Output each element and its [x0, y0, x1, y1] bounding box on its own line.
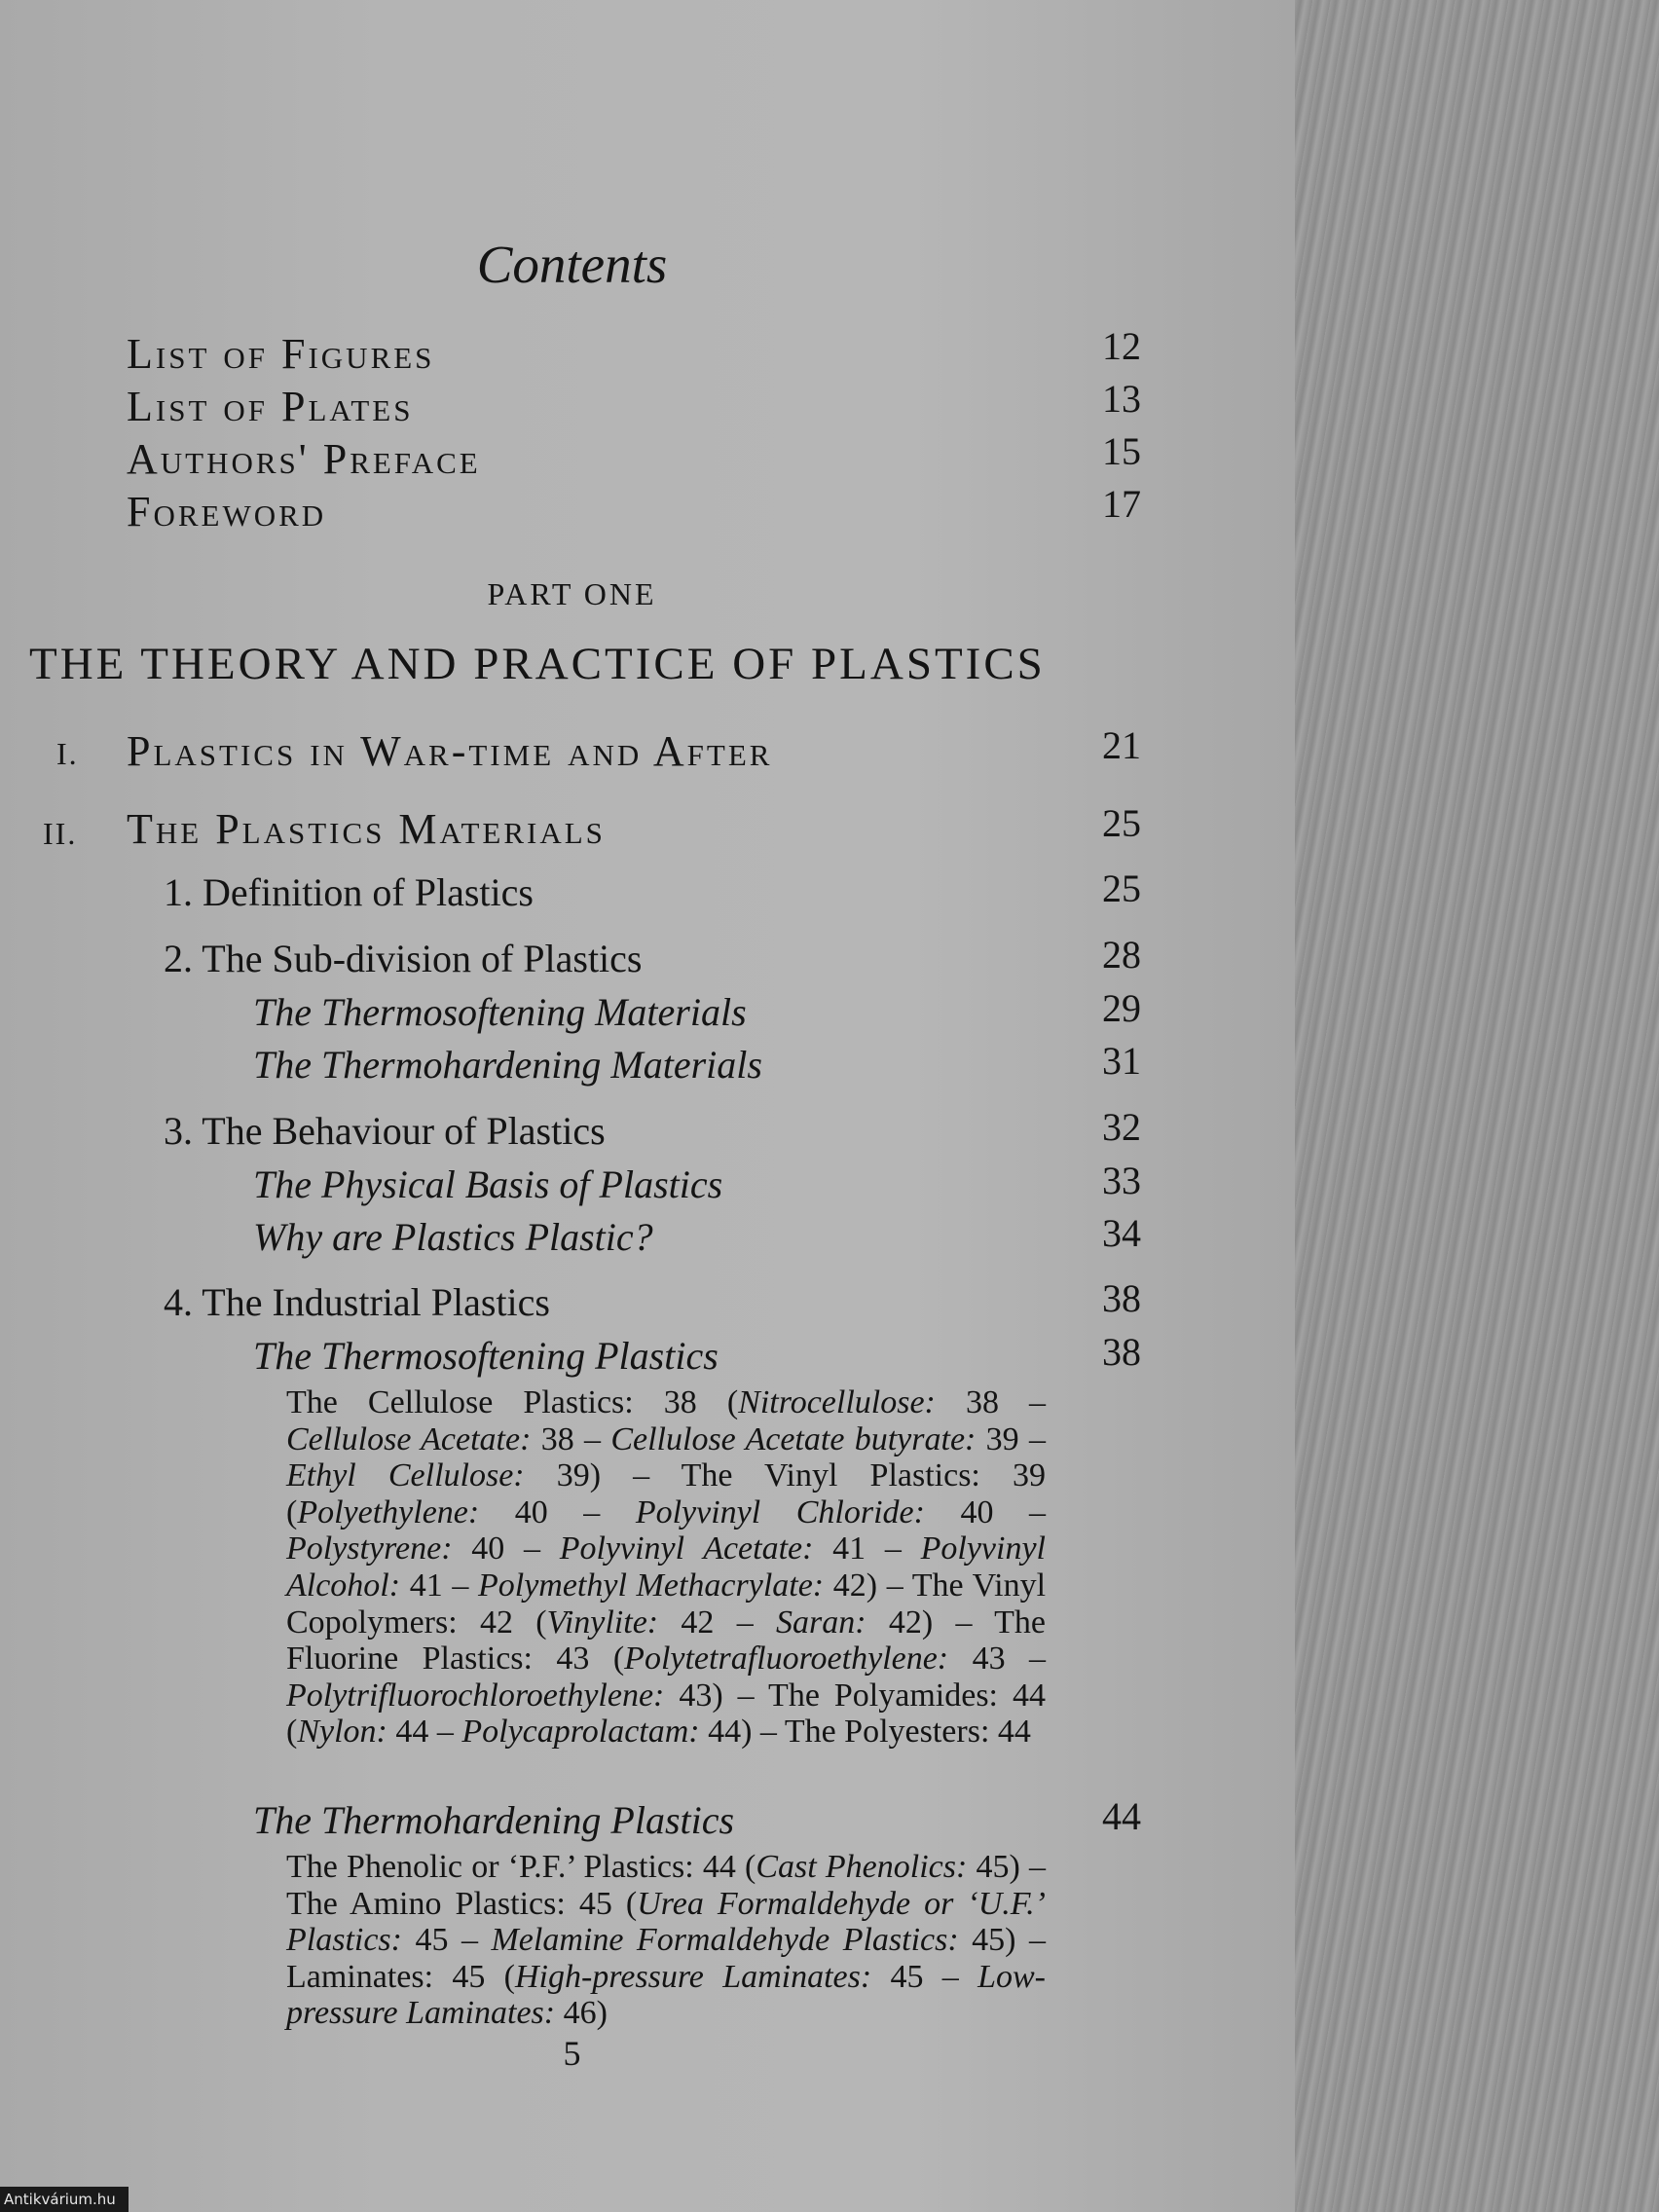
- thermosoftening_detail-run: 38 –: [935, 1384, 1046, 1420]
- toc-page-number: 32: [1102, 1105, 1141, 1149]
- toc-page-number: 38: [1102, 1330, 1141, 1374]
- thermohardening_detail-run: Cast Phenolics:: [756, 1849, 968, 1885]
- thermosoftening_detail-run: 44 –: [387, 1714, 462, 1751]
- thermosoftening_detail-run: Polyethylene:: [297, 1493, 480, 1530]
- toc-page-number: 21: [1102, 723, 1141, 767]
- thermosoftening_detail-run: 40 –: [452, 1530, 560, 1567]
- thermohardening_detail-run: 46): [555, 1995, 608, 2032]
- subsection-title: The Physical Basis of Plastics: [253, 1162, 723, 1206]
- subsection-title: Why are Plastics Plastic?: [253, 1215, 653, 1259]
- thermosoftening_detail-run: 41 –: [400, 1567, 478, 1604]
- page-number: 5: [563, 2034, 581, 2073]
- thermosoftening_detail-run: Vinylite:: [546, 1604, 659, 1641]
- thermosoftening_detail-run: 39) – The Vinyl Plastics: 39 (: [286, 1457, 1046, 1530]
- toc-page-number: 34: [1102, 1211, 1141, 1255]
- thermosoftening_detail-run: Polytetrafluoroethylene:: [624, 1641, 949, 1677]
- toc-page-number: 44: [1102, 1794, 1141, 1838]
- toc-page-number: 25: [1102, 801, 1141, 845]
- toc-entry-foreword: Foreword: [127, 488, 327, 535]
- thermosoftening_detail-run: Saran:: [776, 1604, 866, 1641]
- thermosoftening_detail-run: Polymethyl Methacrylate:: [477, 1567, 825, 1604]
- thermosoftening_detail-run: Ethyl Cellulose:: [286, 1457, 525, 1494]
- thermosoftening_detail-run: 39 –: [976, 1420, 1046, 1457]
- thermosoftening_detail-run: Nitrocellulose:: [738, 1384, 936, 1420]
- thermosoftening_detail-run: 41 –: [813, 1530, 921, 1567]
- thermosoftening_detail-run: 44) – The Polyesters: 44: [699, 1714, 1031, 1751]
- thermosoftening_detail-run: 43 –: [948, 1641, 1046, 1677]
- thermohardening_detail-run: 45) – The Amino Plastics: 45 (: [286, 1849, 1046, 1922]
- watermark: Antikvárium.hu: [0, 2187, 129, 2212]
- thermosoftening_detail-run: 38 –: [531, 1420, 611, 1457]
- subsection-title: The Thermosoftening Materials: [253, 990, 747, 1034]
- toc-page-number: 33: [1102, 1159, 1141, 1202]
- toc-page-number: 13: [1102, 377, 1141, 421]
- thermosoftening_detail-run: Polyvinyl Chloride:: [635, 1493, 925, 1530]
- thermosoftening_detail-run: Cellulose Acetate:: [286, 1420, 532, 1457]
- thermohardening_detail-run: Low-pressure Laminates:: [286, 1958, 1046, 2032]
- chapter-title: The Plastics Materials: [127, 805, 606, 853]
- thermohardening_detail-run: High-pressure Laminates:: [514, 1958, 872, 1995]
- toc-page-number: 29: [1102, 986, 1141, 1030]
- thermosoftening_detail-run: Polystyrene:: [286, 1530, 453, 1567]
- subsection-title: The Thermohardening Materials: [253, 1043, 762, 1087]
- thermosoftening_detail-run: 42 –: [658, 1604, 776, 1641]
- subsection-title: The Thermohardening Plastics: [253, 1798, 735, 1842]
- thermosoftening_detail-run: Nylon:: [297, 1714, 387, 1751]
- toc-page-number: 25: [1102, 866, 1141, 910]
- thermosoftening_detail-run: 40 –: [924, 1493, 1046, 1530]
- toc-page-number: 31: [1102, 1039, 1141, 1083]
- thermosoftening_detail-run: 40 –: [479, 1493, 636, 1530]
- thermosoftening_detail-run: The Cellulose Plastics: 38 (: [286, 1384, 739, 1420]
- thermohardening_detail-run: 45 –: [871, 1958, 978, 1995]
- thermosoftening_detail-run: Polyvinyl Alcohol:: [286, 1530, 1047, 1604]
- thermosoftening_detail-run: Polyvinyl Acetate:: [559, 1530, 814, 1567]
- thermohardening_detail-run: 45 –: [401, 1922, 492, 1959]
- toc-page-number: 17: [1102, 482, 1141, 526]
- thermohardening_detail-run: Melamine Formaldehyde Plastics:: [491, 1922, 959, 1959]
- section-title: 4. The Industrial Plastics: [164, 1280, 550, 1324]
- thermohardening_detail-run: The Phenolic or ‘P.F.’ Plastics: 44 (: [286, 1849, 756, 1885]
- toc-page-number: 12: [1102, 324, 1141, 368]
- toc-entry-list-of-figures: List of Figures: [127, 330, 435, 378]
- thermosoftening_detail-run: 42) – The Vinyl Copolymers: 42 (: [286, 1567, 1047, 1641]
- adjacent-page-edge: [1295, 0, 1659, 2212]
- thermosoftening_detail-run: 42) – The Fluorine Plastics: 43 (: [286, 1604, 1047, 1677]
- subsection-title: The Thermosoftening Plastics: [253, 1334, 719, 1378]
- section-title: 3. The Behaviour of Plastics: [164, 1109, 606, 1153]
- chapter-numeral: I.: [56, 736, 79, 771]
- thermosoftening-detail-paragraph: [286, 1384, 1046, 1751]
- section-title: 1. Definition of Plastics: [164, 870, 534, 914]
- part-title: THE THEORY AND PRACTICE OF PLASTICS: [29, 639, 1046, 689]
- toc-page-number: 15: [1102, 429, 1141, 473]
- thermosoftening_detail-run: Polycaprolactam:: [461, 1714, 700, 1751]
- chapter-numeral: II.: [43, 816, 78, 851]
- thermohardening_detail-run: 45) – Laminates: 45 (: [286, 1922, 1047, 1995]
- thermosoftening_detail-run: Polytrifluorochloroethylene:: [286, 1677, 665, 1714]
- thermosoftening_detail-run: 43) – The Polyamides: 44 (: [286, 1677, 1046, 1751]
- thermohardening_detail-run: Urea Formaldehyde or ‘U.F.’ Plastics:: [286, 1885, 1047, 1959]
- thermosoftening_detail-run: Cellulose Acetate butyrate:: [610, 1420, 977, 1457]
- part-label: PART ONE: [487, 576, 657, 611]
- thermohardening-detail-paragraph: [286, 1849, 1046, 2032]
- section-title: 2. The Sub-division of Plastics: [164, 937, 643, 980]
- toc-page-number: 38: [1102, 1276, 1141, 1320]
- toc-entry-authors-preface: Authors' Preface: [127, 435, 481, 483]
- chapter-title: Plastics in War-time and After: [127, 727, 773, 775]
- toc-page-number: 28: [1102, 933, 1141, 977]
- toc-entry-list-of-plates: List of Plates: [127, 383, 414, 430]
- contents-title: Contents: [476, 235, 668, 294]
